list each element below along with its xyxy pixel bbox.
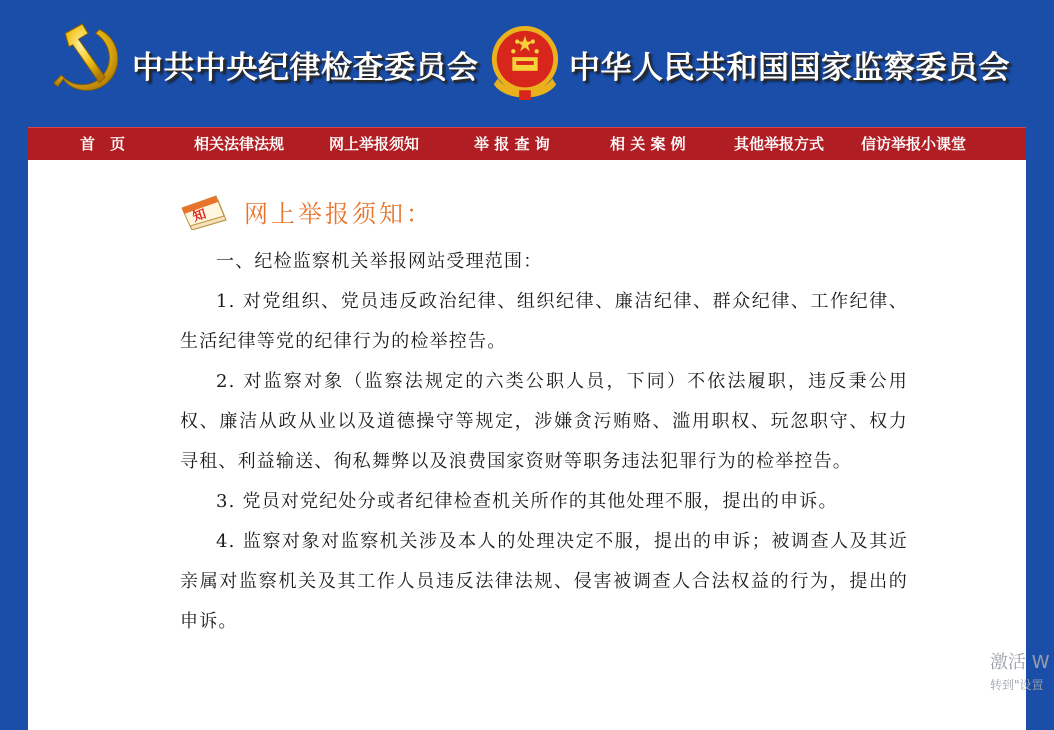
paragraph-4: 4. 监察对象对监察机关涉及本人的处理决定不服，提出的申诉；被调查人及其近亲属对监察机关及其工作人员违反法律法规、侵害被调查人合法权益的行为，提出的申诉。 (180, 531, 908, 632)
main-nav (28, 127, 1026, 161)
site-header (0, 0, 1054, 126)
paragraph-2: 2. 对监察对象（监察法规定的六类公职人员，下同）不依法履职，违反秉公用权、廉洁从政从业以及道德操守等规定，涉嫌贪污贿赂、滥用职权、玩忽职守、权力寻租、利益输送、徇私舞弊以及浪费国家资财等职务违法犯罪行为的检举控告。 (180, 371, 908, 472)
paragraph-3: 3. 党员对党纪处分或者纪律检查机关所作的其他处理不服，提出的申诉。 (216, 491, 838, 512)
party-emblem-icon (50, 20, 126, 100)
nav-item-petition-class[interactable]: 信访举报小课堂 (861, 135, 967, 153)
watermark-line-1: 激活 W (990, 652, 1050, 673)
nav-item-laws[interactable]: 相关法律法规 (194, 135, 285, 153)
calendar-zhi-icon (178, 190, 232, 230)
national-emblem-icon (488, 22, 562, 104)
svg-text:知: 知 (191, 206, 209, 226)
cpc-commission-title: 中共中央纪律检查委员会 (132, 50, 479, 86)
nav-item-other-methods[interactable]: 其他举报方式 (734, 135, 825, 153)
nav-item-report-query[interactable]: 举 报 查 询 (474, 135, 550, 153)
paragraph-1: 1. 对党组织、党员违反政治纪律、组织纪律、廉洁纪律、群众纪律、工作纪律、生活纪律等党的纪律行为的检举控告。 (180, 291, 908, 352)
nav-item-cases[interactable]: 相 关 案 例 (610, 135, 686, 153)
nav-item-online-report-notice[interactable]: 网上举报须知 (329, 135, 420, 153)
page-title: 网上举报须知： (244, 200, 433, 228)
windows-activation-watermark (990, 648, 1050, 693)
supervision-commission-title: 中华人民共和国国家监察委员会 (569, 50, 1010, 86)
notice-body (180, 242, 908, 642)
section-heading: 一、纪检监察机关举报网站受理范围： (216, 251, 543, 272)
nav-item-home[interactable]: 首 页 (80, 135, 126, 153)
main-content (28, 160, 1026, 730)
watermark-line-2: 转到"设置 (990, 678, 1044, 692)
